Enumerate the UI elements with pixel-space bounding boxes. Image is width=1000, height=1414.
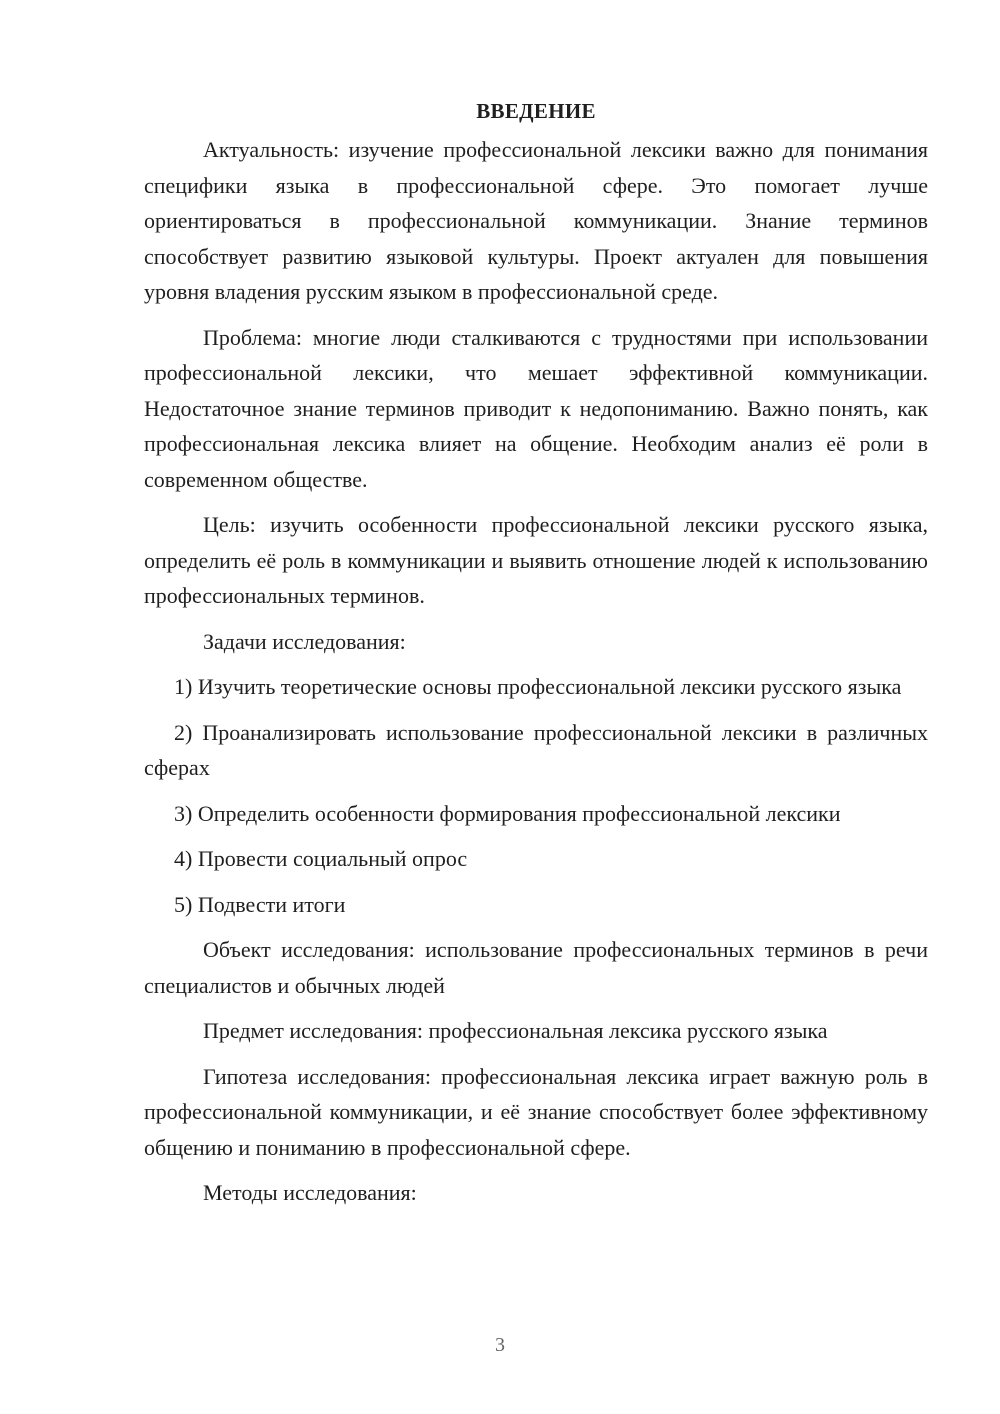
subject-paragraph: Предмет исследования: профессиональная лексика русского языка [203, 1018, 828, 1043]
task-item-5: 5) Подвести итоги [174, 891, 346, 917]
page-number: 3 [495, 1334, 505, 1356]
tasks-heading: Задачи исследования: [203, 628, 406, 654]
hypothesis-paragraph: Гипотеза исследования: профессиональная лексика играет важную роль в профессиональной коммуникации, и её знание способствует более эффективному общению и пониманию в профессиональной сфере. [144, 1063, 928, 1160]
task-item-4: 4) Провести социальный опрос [174, 846, 468, 871]
methods-heading: Методы исследования: [203, 1180, 417, 1205]
page-content [144, 96, 928, 1221]
object-paragraph: Объект исследования: использование профессиональных терминов в речи специалистов и обычных людей [144, 937, 928, 998]
relevance-paragraph: Актуальность: изучение профессиональной лексики важно для понимания специфики языка в профессиональной сфере. Это помогает лучше ориентироваться в профессиональной коммуникации. Знание терминов способствует развитию языковой культуры. Проект актуален для повышения уровня владения русским языком в профессиональной среде. [144, 137, 928, 304]
problem-paragraph: Проблема: многие люди сталкиваются с трудностями при использовании профессиональной лексики, что мешает эффективной коммуникации. Недостаточное знание терминов приводит к недопониманию. Важно понять, как профессиональная лексика влияет на общение. Необходим анализ её роли в современном обществе. [144, 324, 928, 492]
task-item-3: 3) Определить особенности формирования профессиональной лексики [174, 800, 841, 826]
task-item-2: 2) Проанализировать использование профессиональной лексики в различных сферах [144, 719, 928, 780]
task-item-1: 1) Изучить теоретические основы профессиональной лексики русского языка [174, 674, 902, 699]
goal-paragraph: Цель: изучить особенности профессиональной лексики русского языка, определить её роль в коммуникации и выявить отношение людей к использованию профессиональных терминов. [144, 512, 928, 608]
section-title: ВВЕДЕНИЕ [476, 99, 596, 123]
